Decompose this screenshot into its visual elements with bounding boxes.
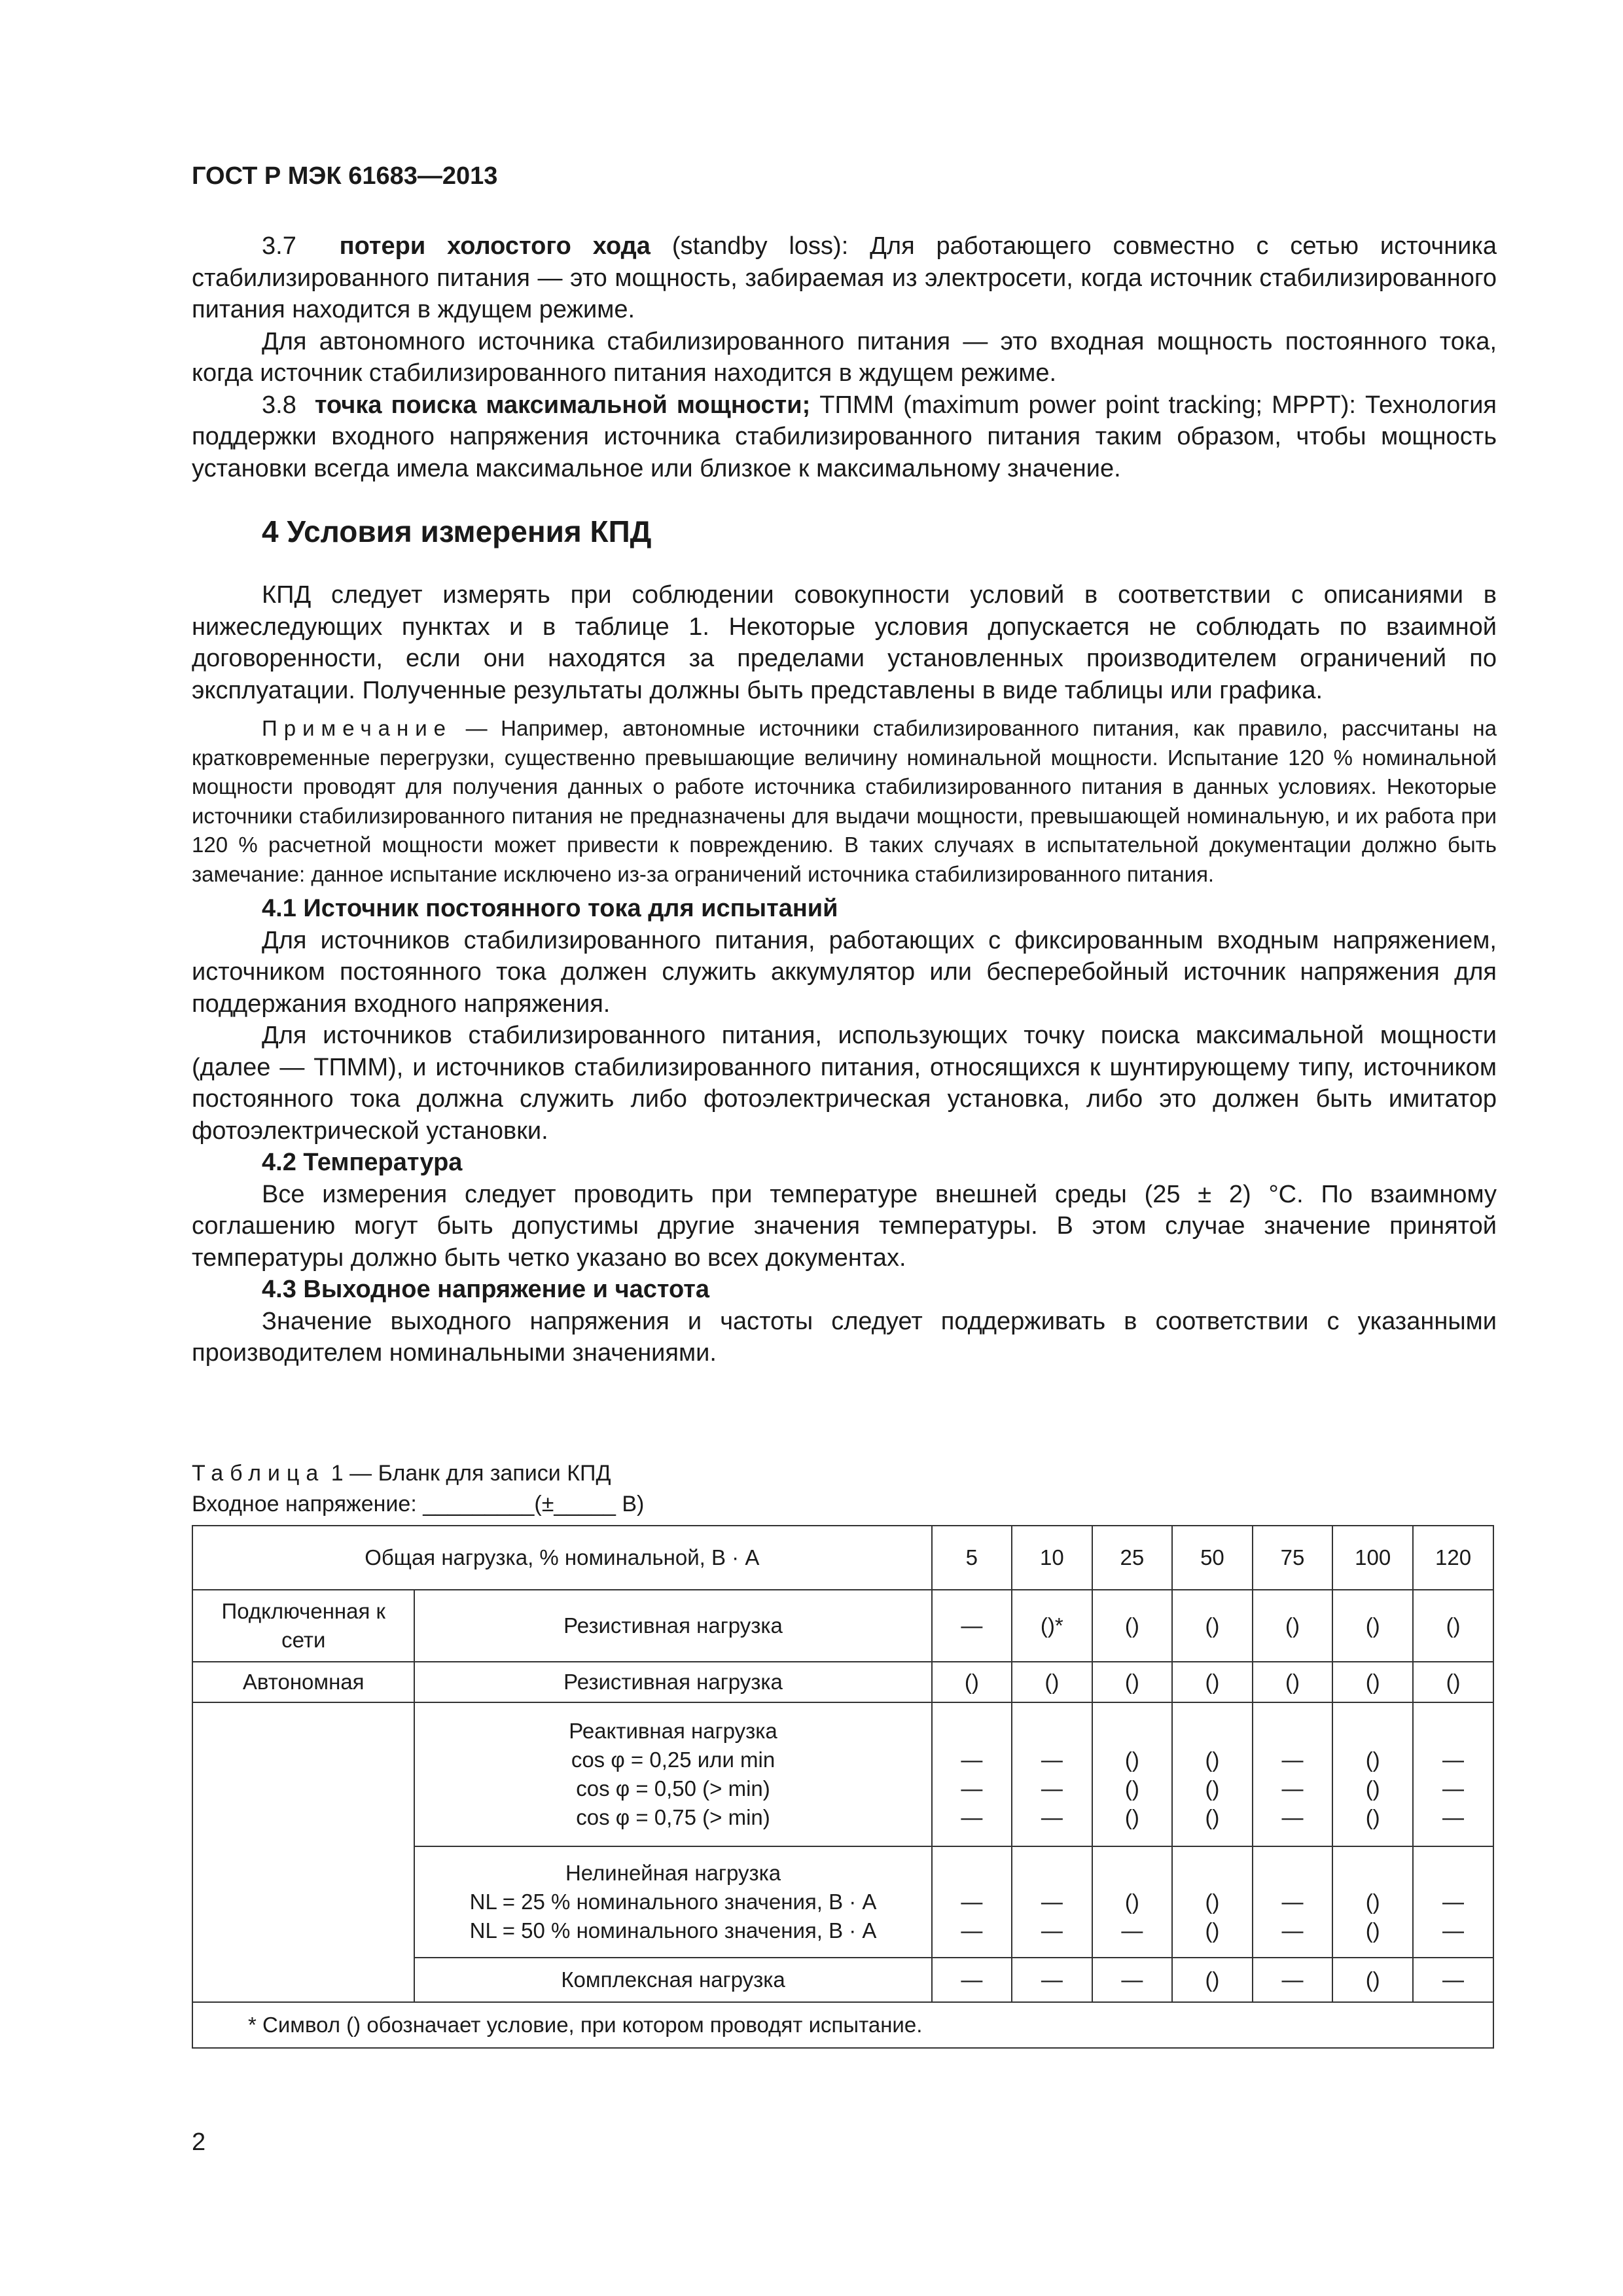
definition-3-8: 3.8 точка поиска максимальной мощности; ТПММ (maximum power point tracking; MPPT): Технология поддержки входного напряжения источника стабилизированного питания таким образом, чтобы мощность установки всегда имела максимальное или близкое к максимальному значение. [192, 391, 1497, 482]
subsection-4-3-paragraph: Значение выходного напряжения и частоты следует поддерживать в соответствии с указанными производителем номинальными значениями. [192, 1307, 1497, 1367]
document-header: ГОСТ Р МЭК 61683—2013 [192, 162, 498, 190]
table-cell: () () () [1172, 1702, 1253, 1846]
definitions-block [192, 230, 1497, 484]
subsection-4-1-paragraph-2: Для источников стабилизированного питания, использующих точку поиска максимальной мощности (далее — ТПММ), и источников стабилизированного питания, относящихся к шунтирующему типу, источником постоянного тока должна служить либо фотоэлектрическая установка, либо это должен быть имитатор фотоэлектрической установки. [192, 1022, 1497, 1145]
load-reactive: Реактивная нагрузка cos φ = 0,25 или min cos φ = 0,50 (> min) cos φ = 0,75 (> min) [414, 1702, 931, 1846]
definition-3-7: 3.7 потери холостого хода (standby loss): Для работающего совместно с сетью источника стабилизированного питания — это мощность, забираемая из электросети, когда источник стабилизированного питания находится в ждущем режиме. [192, 232, 1497, 323]
section-4-body [192, 579, 1497, 1369]
table-cell: — — [932, 1846, 1012, 1958]
table-cell: () [1253, 1662, 1333, 1702]
section-4-title: 4 Условия измерения КПД [262, 514, 652, 548]
table-caption-label: Таблица [192, 1461, 325, 1486]
subsection-4-2-paragraph: Все измерения следует проводить при температуре внешней среды (25 ± 2) °С. По взаимному соглашению могут быть допустимы другие значения температуры. В этом случае значение принятой температуры должно быть четко указано во всех документах. [192, 1180, 1497, 1272]
table-row-autonomous [192, 1662, 1493, 1702]
subsection-4-1-title: 4.1 Источник постоянного тока для испытаний [262, 895, 838, 922]
note-paragraph: Примечание — Например, автономные источники стабилизированного питания, как правило, рассчитаны на кратковременные перегрузки, существенно превышающие величину номинальной мощности. Испытание 120 % номинальной мощности проводят для получения данных о работе источника стабилизированного питания в данных условиях. Некоторые источники стабилизированного питания не предназначены для выдачи мощности, превышающей номинальную, и их работа при 120 % расчетной мощности может привести к повреждению. В таких случаях в испытательной документации должно быть замечание: данное испытание исключено из-за ограничений источника стабилизированного питания. [192, 716, 1497, 886]
table-footnote-row [192, 2002, 1493, 2048]
load-nonlinear: Нелинейная нагрузка NL = 25 % номинального значения, В · А NL = 50 % номинального значения, В · А [414, 1846, 931, 1958]
load-resistive: Резистивная нагрузка [414, 1590, 931, 1662]
table-cell: () — [1092, 1846, 1173, 1958]
table-cell: () () [1172, 1846, 1253, 1958]
column-header: 75 [1253, 1526, 1333, 1590]
load-complex: Комплексная нагрузка [414, 1958, 931, 2002]
table-cell: () [1172, 1958, 1253, 2002]
category-grid-connected: Подключенная к сети [192, 1590, 414, 1662]
load-header-cell: Общая нагрузка, % номинальной, В · А [192, 1526, 932, 1590]
section-4-intro: КПД следует измерять при соблюдении совокупности условий в соответствии с описаниями в нижеследующих пунктах и в таблице 1. Некоторые условия допускается не соблюдать по взаимной договоренности, если они находятся за пределами установленных производителем ограничений по эксплуатации. Полученные результаты должны быть представлены в виде таблицы или графика. [192, 581, 1497, 704]
term-mppt: точка поиска максимальной мощности; [314, 391, 811, 419]
column-header: 25 [1092, 1526, 1173, 1590]
table-cell: — [1092, 1958, 1173, 2002]
table-cell: () [1253, 1590, 1333, 1662]
table-cell: — — [1413, 1846, 1493, 1958]
table-cell: — [1012, 1958, 1092, 2002]
subsection-4-3-title: 4.3 Выходное напряжение и частота [262, 1276, 710, 1303]
table-row-reactive [192, 1702, 1493, 1846]
table-cell: () () () [1332, 1702, 1413, 1846]
table-cell: () [1332, 1590, 1413, 1662]
table-cell: — — — [1012, 1702, 1092, 1846]
table-cell: — — — [1253, 1702, 1333, 1846]
load-resistive: Резистивная нагрузка [414, 1662, 931, 1702]
category-blank [192, 1702, 414, 2002]
table-caption-text: 1 — Бланк для записи КПД [330, 1461, 611, 1486]
table-row-grid-connected [192, 1590, 1493, 1662]
table-cell: — [1413, 1958, 1493, 2002]
table-cell: () [1172, 1662, 1253, 1702]
table-cell: — — [1253, 1846, 1333, 1958]
table-cell: — [1253, 1958, 1333, 2002]
table-cell: — — — [932, 1702, 1012, 1846]
table-cell: ()* [1012, 1590, 1092, 1662]
subsection-4-2-title: 4.2 Температура [262, 1149, 463, 1176]
table-cell: () [1332, 1958, 1413, 2002]
term-standby-loss: потери холостого хода [339, 232, 651, 260]
column-header: 120 [1413, 1526, 1493, 1590]
column-header: 100 [1332, 1526, 1413, 1590]
table-cell: () () [1332, 1846, 1413, 1958]
table-cell: — — [1012, 1846, 1092, 1958]
table-cell: () [1172, 1590, 1253, 1662]
table-cell: () [1413, 1590, 1493, 1662]
page-number: 2 [192, 2128, 206, 2156]
table-cell: () [1092, 1590, 1173, 1662]
table-caption [192, 1458, 644, 1520]
table-cell: — — — [1413, 1702, 1493, 1846]
table-cell: () [1413, 1662, 1493, 1702]
table-footnote: * Символ () обозначает условие, при котором проводят испытание. [192, 2002, 1493, 2048]
table-cell: () [932, 1662, 1012, 1702]
table-cell: — [932, 1958, 1012, 2002]
category-autonomous: Автономная [192, 1662, 414, 1702]
definition-3-7-paragraph-2: Для автономного источника стабилизированного питания — это входная мощность постоянного тока, когда источник стабилизированного питания находится в ждущем режиме. [192, 327, 1497, 387]
table-cell: () () () [1092, 1702, 1173, 1846]
table-cell: — [932, 1590, 1012, 1662]
subsection-4-1-paragraph-1: Для источников стабилизированного питания, работающих с фиксированным входным напряжением, источником постоянного тока должен служить аккумулятор или бесперебойный источник напряжения для поддержания входного напряжения. [192, 926, 1497, 1018]
column-header: 10 [1012, 1526, 1092, 1590]
table-header-row [192, 1526, 1493, 1590]
column-header: 5 [932, 1526, 1012, 1590]
input-voltage-line: Входное напряжение: _________(±_____ В) [192, 1492, 645, 1516]
table-cell: () [1012, 1662, 1092, 1702]
efficiency-record-table [192, 1525, 1494, 2049]
note-label: Примечание [262, 716, 453, 740]
table-cell: () [1332, 1662, 1413, 1702]
table-cell: () [1092, 1662, 1173, 1702]
column-header: 50 [1172, 1526, 1253, 1590]
